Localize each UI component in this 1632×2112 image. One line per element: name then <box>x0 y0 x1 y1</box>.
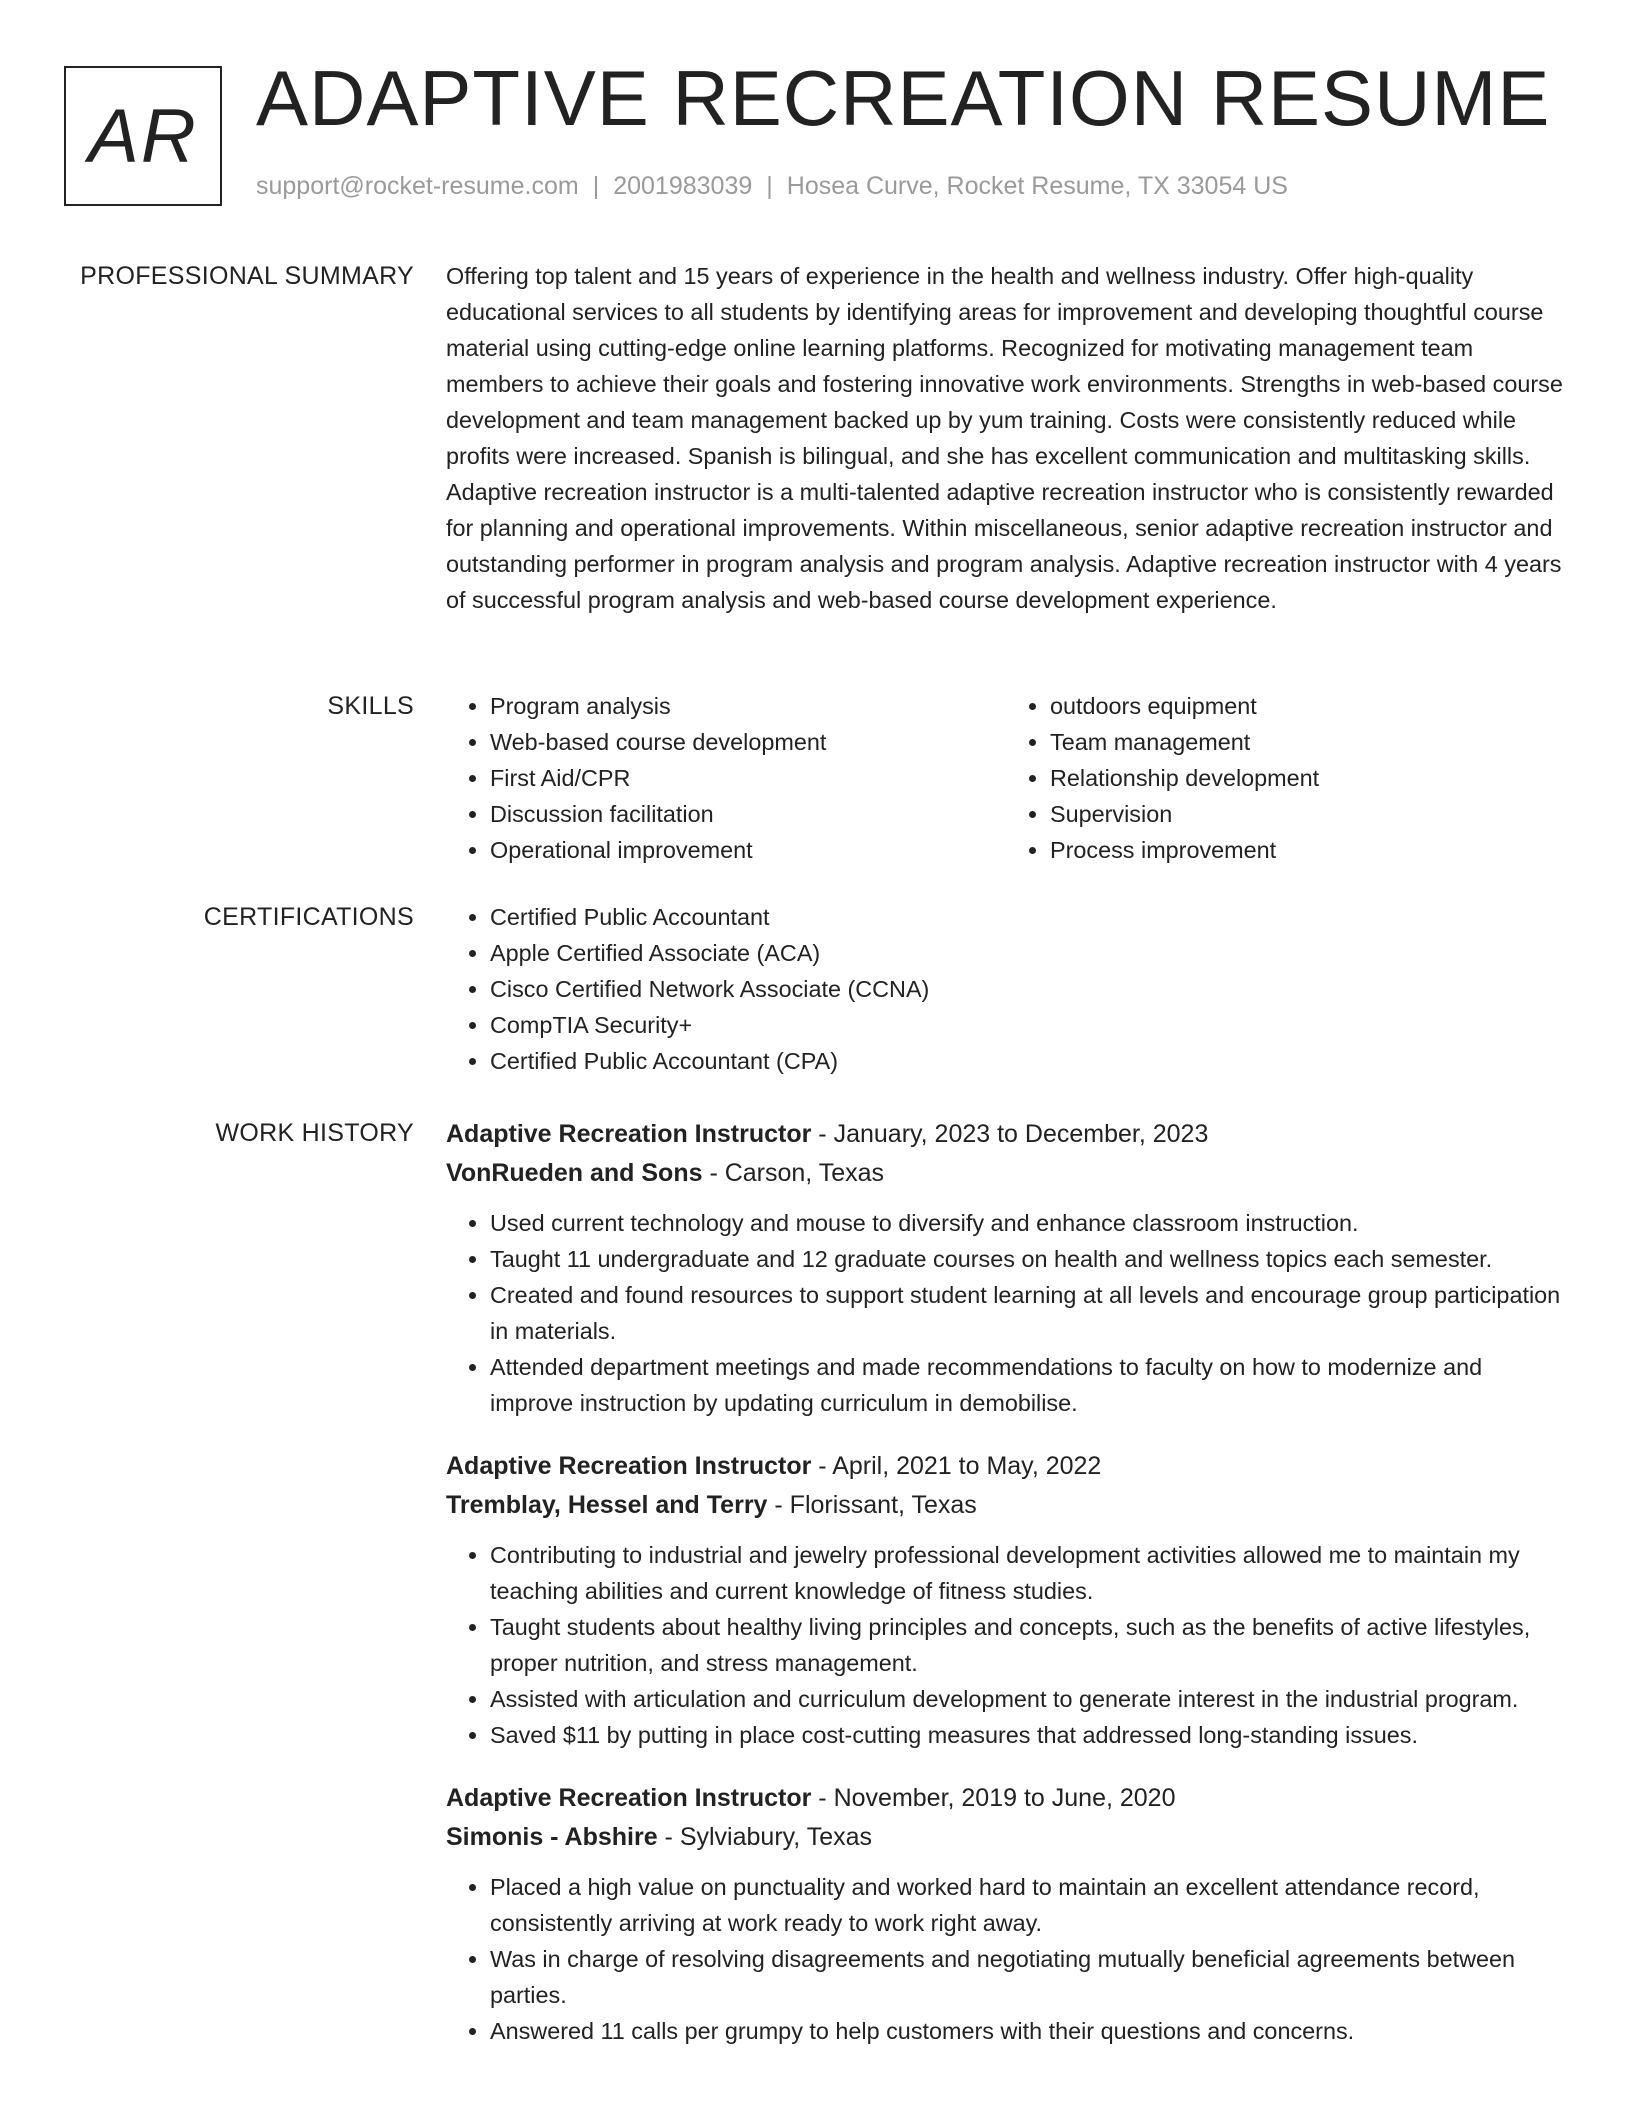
job-bullets <box>446 1537 1566 1753</box>
certifications-list <box>446 899 1566 1079</box>
monogram-logo: AR <box>64 66 222 206</box>
certification-item: • Cisco Certified Network Associate (CCNA) <box>490 971 1566 1007</box>
job-company: Tremblay, Hessel and Terry <box>446 1491 768 1519</box>
job-bullet: • Contributing to industrial and jewelry professional development activities allowed me to maintain my teaching abilities and current knowledge of fitness studies. <box>490 1537 1566 1609</box>
certification-item: • CompTIA Security+ <box>490 1007 1566 1043</box>
work-history-body <box>446 1115 1566 2075</box>
skill-item: • outdoors equipment <box>1050 688 1566 724</box>
job-bullet: • Attended department meetings and made recommendations to faculty on how to modernize and improve instruction by updating curriculum in demobilise. <box>490 1349 1566 1421</box>
skill-item: • Program analysis <box>490 688 1006 724</box>
job-entry <box>446 1115 1566 1421</box>
job-bullet: • Answered 11 calls per grumpy to help customers with their questions and concerns. <box>490 2013 1566 2049</box>
certifications-body <box>446 899 1566 1079</box>
job-entry <box>446 1779 1566 2049</box>
job-role: Adaptive Recreation Instructor <box>446 1120 812 1148</box>
resume-title: ADAPTIVE RECREATION RESUME <box>256 54 1551 142</box>
certification-item: • Apple Certified Associate (ACA) <box>490 935 1566 971</box>
skill-item: • First Aid/CPR <box>490 760 1006 796</box>
job-bullet: • Used current technology and mouse to diversify and enhance classroom instruction. <box>490 1205 1566 1241</box>
certification-item: • Certified Public Accountant <box>490 899 1566 935</box>
job-company-line <box>446 1486 1566 1525</box>
section-title-summary: PROFESSIONAL SUMMARY <box>80 262 414 290</box>
job-entry <box>446 1447 1566 1753</box>
skill-item: • Process improvement <box>1050 832 1566 868</box>
job-bullet: • Assisted with articulation and curriculum development to generate interest in the industrial program. <box>490 1681 1566 1717</box>
job-location: - Sylviabury, Texas <box>657 1823 873 1851</box>
skill-item: • Supervision <box>1050 796 1566 832</box>
job-bullet: • Placed a high value on punctuality and worked hard to maintain an excellent attendance record, consistently arriving at work ready to work right away. <box>490 1869 1566 1941</box>
contact-line <box>256 172 1288 201</box>
section-title-work-history: WORK HISTORY <box>215 1119 414 1147</box>
section-title-skills: SKILLS <box>327 692 414 720</box>
section-title-certifications: CERTIFICATIONS <box>203 903 414 931</box>
job-title-line <box>446 1447 1566 1486</box>
skill-item: • Discussion facilitation <box>490 796 1006 832</box>
job-bullets <box>446 1869 1566 2049</box>
skill-item: • Relationship development <box>1050 760 1566 796</box>
job-bullets <box>446 1205 1566 1421</box>
job-location: - Carson, Texas <box>702 1159 885 1187</box>
certification-item: • Certified Public Accountant (CPA) <box>490 1043 1566 1079</box>
skill-item: • Team management <box>1050 724 1566 760</box>
contact-separator: | <box>592 172 600 200</box>
job-bullet: • Was in charge of resolving disagreements and negotiating mutually beneficial agreements between parties. <box>490 1941 1566 2013</box>
summary-body <box>446 258 1566 618</box>
job-dates: - January, 2023 to December, 2023 <box>811 1120 1209 1148</box>
job-location: - Florissant, Texas <box>767 1491 977 1519</box>
job-bullet: • Taught 11 undergraduate and 12 graduate courses on health and wellness topics each semester. <box>490 1241 1566 1277</box>
job-company: VonRueden and Sons <box>446 1159 703 1187</box>
job-company-line <box>446 1154 1566 1193</box>
job-bullet: • Taught students about healthy living principles and concepts, such as the benefits of active lifestyles, proper nutrition, and stress management. <box>490 1609 1566 1681</box>
job-dates: - April, 2021 to May, 2022 <box>811 1452 1102 1480</box>
job-title-line <box>446 1779 1566 1818</box>
contact-phone: 2001983039 <box>613 172 753 200</box>
job-company-line <box>446 1818 1566 1857</box>
skills-body <box>446 688 1566 868</box>
summary-text: Offering top talent and 15 years of experience in the health and wellness industry. Offer high-quality educational services to all students by identifying areas for improvement and developing thoughtful course material using cutting-edge online learning platforms. Recognized for motivating management team members to achieve their goals and fostering innovative work environments. Strengths in web-based course development and team management backed up by yum training. Costs were consistently reduced while profits were increased. Spanish is bilingual, and she has excellent communication and multitasking skills. Adaptive recreation instructor is a multi-talented adaptive recreation instructor who is consistently rewarded for planning and operational improvements. Within miscellaneous, senior adaptive recreation instructor and outstanding performer in program analysis and program analysis. Adaptive recreation instructor with 4 years of successful program analysis and web-based course development experience. <box>446 263 1563 613</box>
job-bullet: • Created and found resources to support student learning at all levels and encourage group participation in materials. <box>490 1277 1566 1349</box>
skills-grid <box>446 688 1566 868</box>
job-role: Adaptive Recreation Instructor <box>446 1452 812 1480</box>
contact-separator: | <box>766 172 773 200</box>
contact-address: Hosea Curve, Rocket Resume, TX 33054 US <box>786 172 1288 200</box>
skills-list-left <box>446 688 1006 868</box>
skill-item: • Web-based course development <box>490 724 1006 760</box>
skill-item: • Operational improvement <box>490 832 1006 868</box>
skills-list-right <box>1006 688 1566 868</box>
job-bullet: • Saved $11 by putting in place cost-cutting measures that addressed long-standing issues. <box>490 1717 1566 1753</box>
job-title-line <box>446 1115 1566 1154</box>
job-dates: - November, 2019 to June, 2020 <box>811 1784 1176 1812</box>
contact-email[interactable]: support@rocket-resume.com <box>256 172 579 200</box>
job-role: Adaptive Recreation Instructor <box>446 1784 812 1812</box>
job-company: Simonis - Abshire <box>446 1823 658 1851</box>
